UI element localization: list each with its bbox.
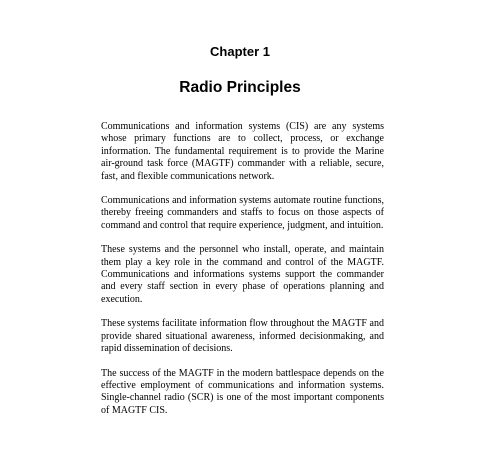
chapter-label: Chapter 1 xyxy=(210,44,270,59)
paragraph-3: These systems and the personnel who install, operate, and maintain them play a key role in the command and control of the MAGTF. Communications and informations systems support the commander and every staff section in every phase of operations planning and execution. xyxy=(101,244,384,305)
paragraph-5: The success of the MAGTF in the modern battlespace depends on the effective employment of communications and information systems. Single-channel radio (SCR) is one of the most important components of MAGTF CIS. xyxy=(101,367,384,416)
paragraph-4: These systems facilitate information flow throughout the MAGTF and provide shared situational awareness, informed decisionmaking, and rapid dissemination of decisions. xyxy=(101,318,384,355)
body-text xyxy=(101,121,384,429)
paragraph-1: Communications and information systems (CIS) are any systems whose primary functions are to collect, process, or exchange information. The fundamental requirement is to provide the Marine air-ground task force (MAGTF) commander with a reliable, secure, fast, and flexible communications network. xyxy=(101,121,384,182)
chapter-title: Radio Principles xyxy=(179,79,301,96)
paragraph-2: Communications and information systems automate routine functions, thereby freeing commanders and staffs to focus on those aspects of command and control that require experience, judgment, and intuition. xyxy=(101,195,384,231)
